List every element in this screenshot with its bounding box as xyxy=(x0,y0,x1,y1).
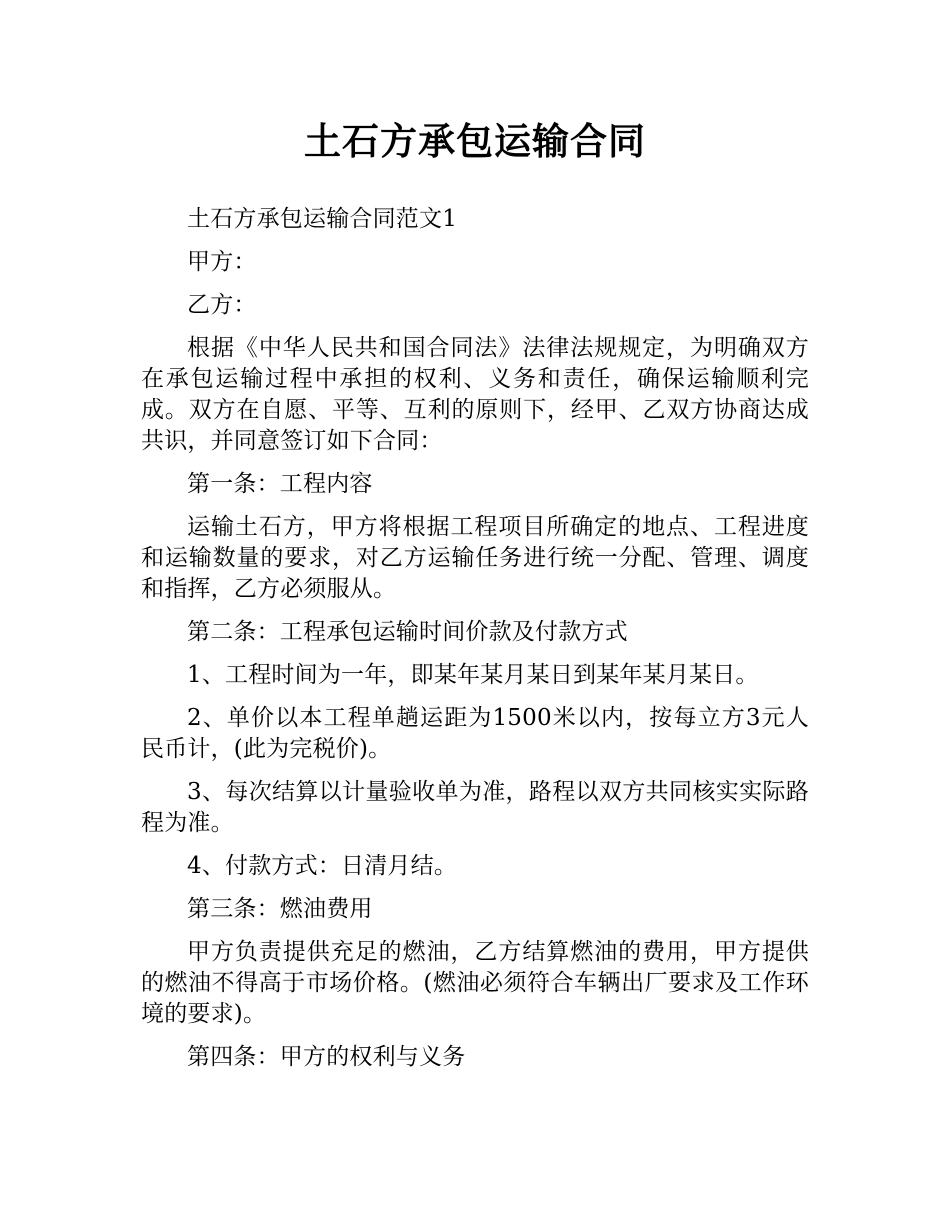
paragraph-article-2-item-1: 1、工程时间为一年，即某年某月某日到某年某月某日。 xyxy=(187,662,759,688)
paragraph-article-1: 运输土石方，甲方将根据工程项目所确定的地点、工程进度和运输数量的要求，对乙方运输任务进行统一分配、管理、调度和指挥，乙方必须服从。 xyxy=(141,514,809,602)
heading-article-3: 第三条：燃油费用 xyxy=(187,896,373,922)
paragraph-article-2-item-4: 4、付款方式：日清月结。 xyxy=(187,853,458,879)
heading-article-4: 第四条：甲方的权利与义务 xyxy=(187,1044,466,1070)
document-title: 土石方承包运输合同 xyxy=(304,120,646,163)
heading-article-2: 第二条：工程承包运输时间价款及付款方式 xyxy=(187,619,628,645)
paragraph-preamble: 根据《中华人民共和国合同法》法律法规规定，为明确双方在承包运输过程中承担的权利、义务和责任，确保运输顺利完成。双方在自愿、平等、互利的原则下，经甲、乙双方协商达成共识，并同意签订如下合同： xyxy=(141,335,809,454)
paragraph-subtitle: 土石方承包运输合同范文1 xyxy=(187,206,458,232)
paragraph-party-b: 乙方： xyxy=(187,292,257,318)
paragraph-article-3: 甲方负责提供充足的燃油，乙方结算燃油的费用，甲方提供的燃油不得高于市场价格。(燃油必须符合车辆出厂要求及工作环境的要求)。 xyxy=(141,939,809,1027)
paragraph-article-2-item-2: 2、单价以本工程单趟运距为1500米以内，按每立方3元人民币计，(此为完税价)。 xyxy=(141,705,809,762)
heading-article-1: 第一条：工程内容 xyxy=(187,471,373,497)
paragraph-party-a: 甲方： xyxy=(187,249,257,275)
document-body xyxy=(141,204,809,1085)
paragraph-article-2-item-3: 3、每次结算以计量验收单为准，路程以双方共同核实实际路程为准。 xyxy=(141,779,809,836)
